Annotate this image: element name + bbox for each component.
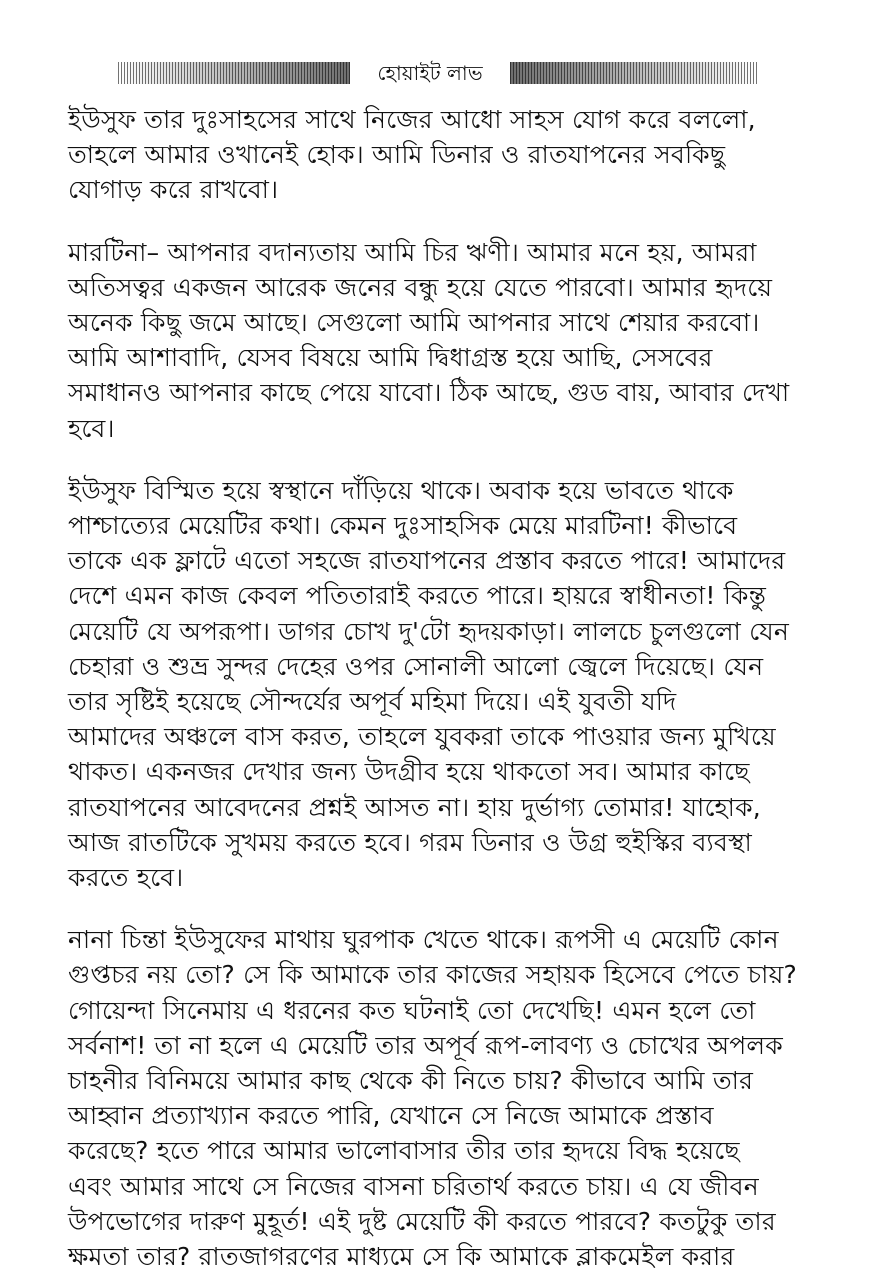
text-line: আমি আশাবাদি, যেসব বিষয়ে আমি দ্বিধাগ্রস্ত হয়ে আছি, সেসবের — [68, 343, 713, 373]
body-text — [68, 102, 822, 1274]
text-line: দেশে এমন কাজ কেবল পতিতারাই করতে পারে। হায়রে স্বাধীনতা! কিন্তু — [68, 581, 766, 611]
text-line: করেছে? হতে পারে আমার ভালোবাসার তীর তার হৃদয়ে বিদ্ধ হয়েছে — [68, 1136, 740, 1166]
text-line: ক্ষমতা তার? রাতজাগরণের মাধ্যমে সে কি আমাকে ব্লাকমেইল করার — [68, 1242, 735, 1272]
text-line: আহ্বান প্রত্যাখ্যান করতে পারি, যেখানে সে নিজে আমাকে প্রস্তাব — [68, 1101, 714, 1131]
running-header — [118, 58, 758, 88]
text-line: হবে। — [68, 413, 115, 443]
text-line: তাকে এক ফ্লাটে এতো সহজে রাতযাপনের প্রস্তাব করতে পারে! আমাদের — [68, 546, 786, 576]
text-line: উপভোগের দারুণ মুহূর্ত! এই দুষ্ট মেয়েটি কী করতে পারবে? কতটুকু তার — [68, 1206, 776, 1236]
text-line: ইউসুফ তার দুঃসাহসের সাথে নিজের আধো সাহস যোগ করে বললো, — [68, 105, 756, 134]
header-ornament-right — [510, 62, 758, 84]
text-line: করতে হবে। — [68, 863, 184, 893]
text-line: গোয়েন্দা সিনেমায় এ ধরনের কত ঘটনাই তো দেখেছি! এমন হলে তো — [68, 995, 756, 1025]
text-line: সর্বনাশ! তা না হলে এ মেয়েটি তার অপূর্ব রূপ-লাবণ্য ও চোখের অপলক — [68, 1030, 783, 1060]
text-line: গুপ্তচর নয় তো? সে কি আমাকে তার কাজের সহায়ক হিসেবে পেতে চায়? — [68, 960, 798, 990]
paragraph — [68, 102, 822, 208]
text-line: অনেক কিছু জমে আছে। সেগুলো আমি আপনার সাথে শেয়ার করবো। — [68, 308, 760, 338]
text-line: সমাধানও আপনার কাছে পেয়ে যাবো। ঠিক আছে, গুড বায়, আবার দেখা — [68, 378, 790, 408]
text-line: আমাদের অঞ্চলে বাস করত, তাহলে যুবকরা তাকে পাওয়ার জন্য মুখিয়ে — [68, 722, 776, 752]
paragraph — [68, 235, 822, 446]
text-line: ইউসুফ বিস্মিত হয়ে স্বস্থানে দাঁড়িয়ে থাকে। অবাক হয়ে ভাবতে থাকে — [68, 475, 734, 505]
text-line: আজ রাতটিকে সুখময় করতে হবে। গরম ডিনার ও উগ্র হুইস্কির ব্যবস্থা — [68, 827, 752, 857]
running-header-title: হোয়াইট লাভ — [350, 58, 510, 88]
text-line: অতিসত্বর একজন আরেক জনের বন্ধু হয়ে যেতে পারবো। আমার হৃদয়ে — [68, 272, 773, 302]
text-line: মেয়েটি যে অপরূপা। ডাগর চোখ দু'টো হৃদয়কাড়া। লালচে চুলগুলো যেন — [68, 616, 789, 646]
text-line: তাহলে আমার ওখানেই হোক। আমি ডিনার ও রাতযাপনের সবকিছু — [68, 140, 726, 170]
text-line: নানা চিন্তা ইউসুফের মাথায় ঘুরপাক খেতে থাকে। রূপসী এ মেয়েটি কোন — [68, 925, 779, 955]
text-line: তার সৃষ্টিই হয়েছে সৌন্দর্যের অপূর্ব মহিমা দিয়ে। এই যুবতী যদি — [68, 687, 677, 717]
text-line: রাতযাপনের আবেদনের প্রশ্নই আসত না। হায় দুর্ভাগ্য তোমার! যাহোক, — [68, 792, 761, 822]
header-ornament-left — [118, 62, 350, 84]
text-line: এবং আমার সাথে সে নিজের বাসনা চরিতার্থ করতে চায়। এ যে জীবন — [68, 1171, 759, 1201]
text-line: থাকত। একনজর দেখার জন্য উদগ্রীব হয়ে থাকতো সব। আমার কাছে — [68, 757, 750, 787]
text-line: যোগাড় করে রাখবো। — [68, 175, 279, 205]
text-line: পাশ্চাত্যের মেয়েটির কথা। কেমন দুঃসাহসিক মেয়ে মারটিনা! কীভাবে — [68, 511, 738, 541]
text-line: চাহনীর বিনিময়ে আমার কাছ থেকে কী নিতে চায়? কীভাবে আমি তার — [68, 1066, 754, 1096]
paragraph — [68, 473, 822, 895]
text-line: চেহারা ও শুভ্র সুন্দর দেহের ওপর সোনালী আলো জ্বেলে দিয়েছে। যেন — [68, 651, 764, 681]
paragraph — [68, 922, 822, 1274]
text-line: মারটিনা– আপনার বদান্যতায় আমি চির ঋণী। আমার মনে হয়, আমরা — [68, 237, 757, 267]
